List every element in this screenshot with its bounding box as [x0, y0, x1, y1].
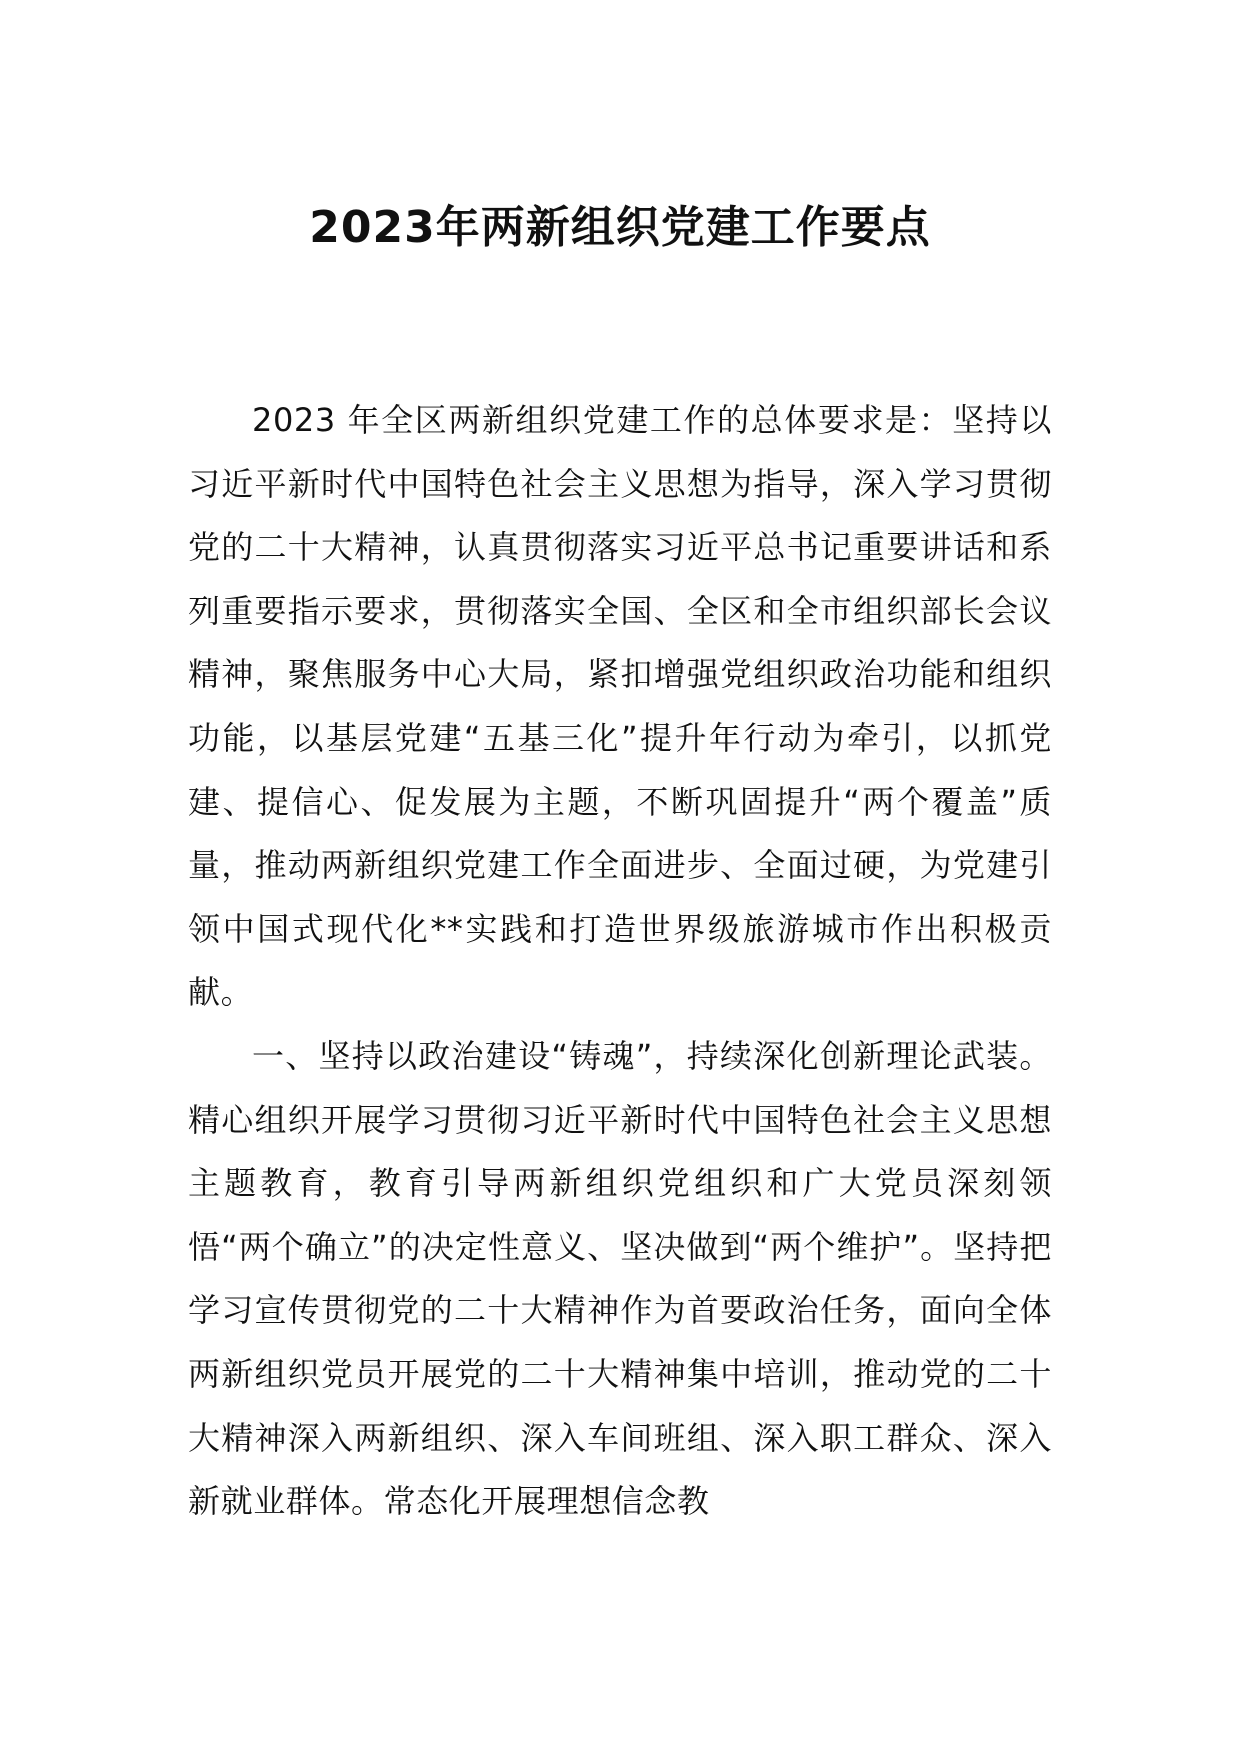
paragraph-political-building: 一、坚持以政治建设“铸魂”，持续深化创新理论武装。精心组织开展学习贯彻习近平新时代中国特色社会主义思想主题教育，教育引导两新组织党组织和广大党员深刻领悟“两个确立”的决定性意义、坚决做到“两个维护”。坚持把学习宣传贯彻党的二十大精神作为首要政治任务，面向全体两新组织党员开展党的二十大精神集中培训，推动党的二十大精神深入两新组织、深入车间班组、深入职工群众、深入新就业群体。常态化开展理想信念教	[188, 1036, 1052, 1521]
paragraph-general-requirements: 2023 年全区两新组织党建工作的总体要求是：坚持以习近平新时代中国特色社会主义思想为指导，深入学习贯彻党的二十大精神，认真贯彻落实习近平总书记重要讲话和系列重要指示要求，贯彻落实全国、全区和全市组织部长会议精神，聚焦服务中心大局，紧扣增强党组织政治功能和组织功能，以基层党建“五基三化”提升年行动为牵引，以抓党建、提信心、促发展为主题，不断巩固提升“两个覆盖”质量，推动两新组织党建工作全面进步、全面过硬，为党建引领中国式现代化**实践和打造世界级旅游城市作出积极贡献。	[188, 401, 1052, 1012]
document-body	[188, 389, 1052, 1534]
document-title: 2023年两新组织党建工作要点	[309, 202, 931, 253]
